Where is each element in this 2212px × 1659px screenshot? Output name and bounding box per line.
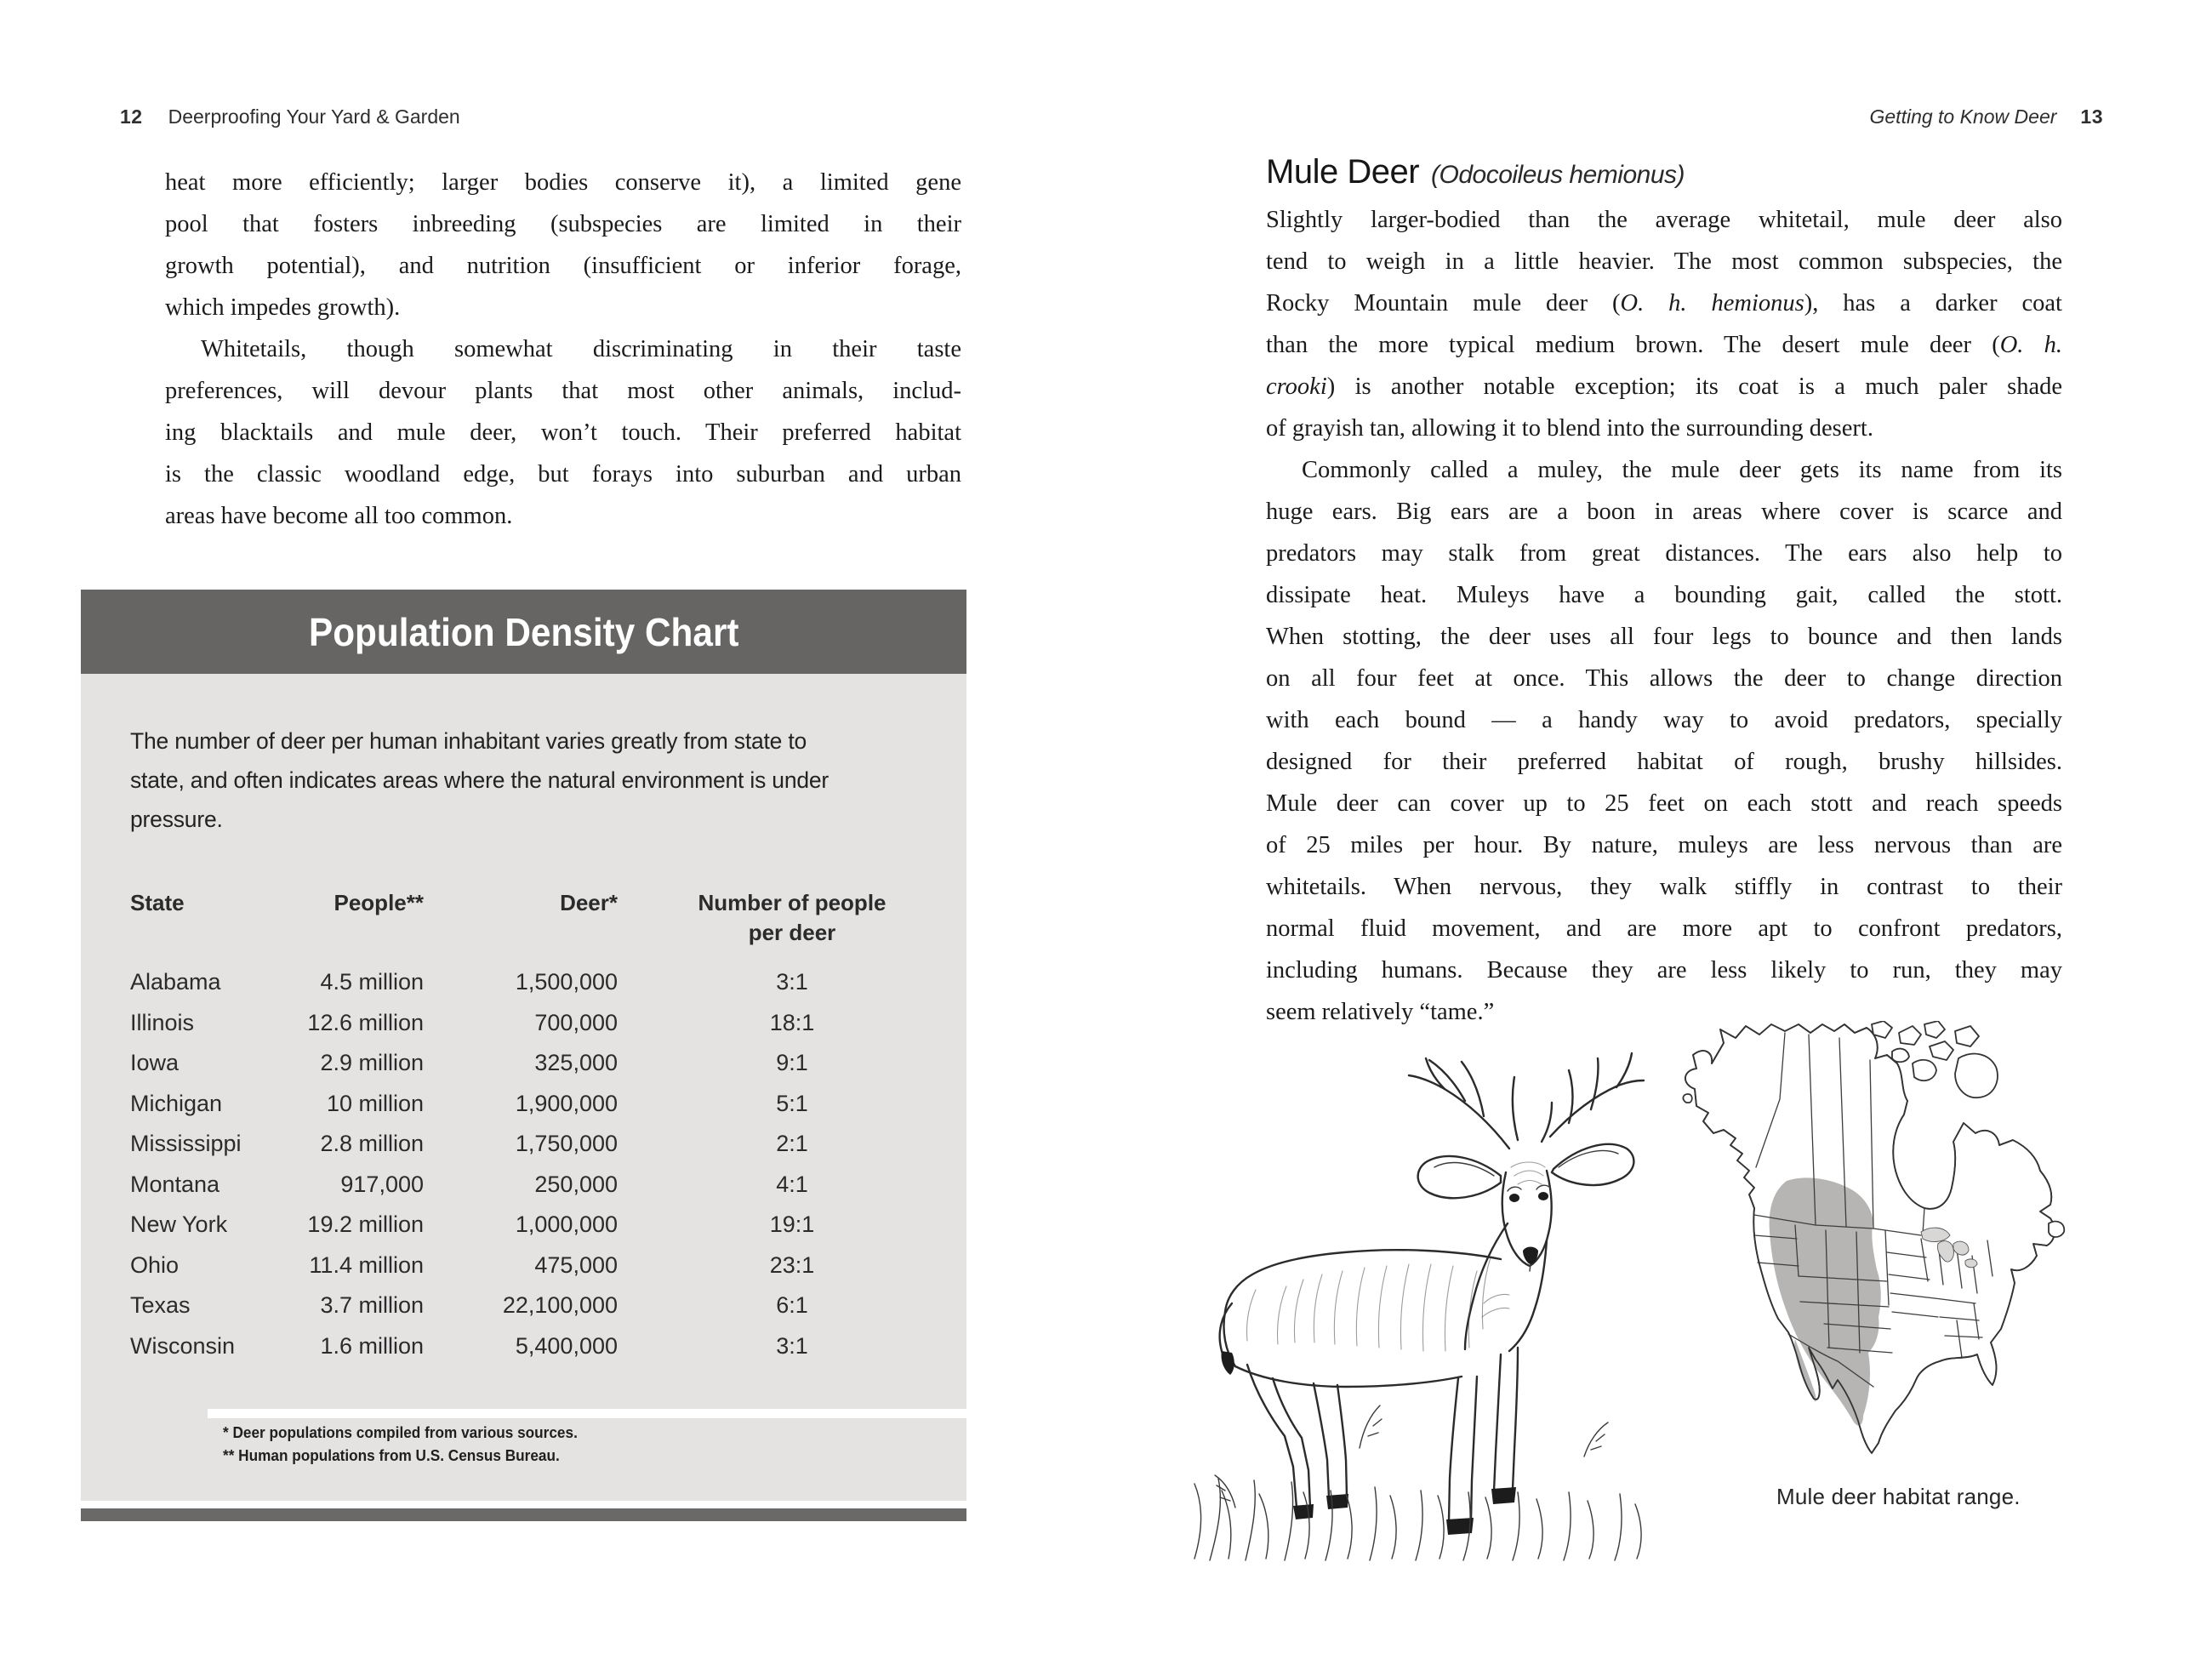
body-line: is the classic woodland edge, but forays into suburban and urban (165, 461, 961, 487)
population-density-chart (81, 590, 966, 1521)
heading-latin-name: (Odocoileus hemionus) (1431, 161, 1685, 189)
right-running-head-title: Getting to Know Deer (1869, 105, 2057, 128)
col-header-state: State (130, 890, 185, 915)
col-header-deer: Deer* (560, 890, 618, 915)
body-line: with each bound — a handy way to avoid predators, specially (1266, 707, 2062, 733)
body-line: areas have become all too common. (165, 503, 513, 529)
body-line: growth potential), and nutrition (insufficient or inferior forage, (165, 253, 961, 279)
body-line: When stotting, the deer uses all four legs to bounce and then lands (1266, 624, 2062, 650)
footnote-separator (208, 1409, 966, 1418)
body-line: Rocky Mountain mule deer (O. h. hemionus), has a darker coat (1266, 290, 2062, 316)
table-row: Mississippi 2.8 million 1,750,000 2:1 (130, 1131, 808, 1156)
body-line: pool that fosters inbreeding (subspecies are limited in their (165, 211, 961, 237)
heading-mule-deer: Mule Deer (1266, 153, 1420, 191)
body-line: heat more efficiently; larger bodies conserve it), a limited gene (165, 169, 961, 196)
footnote-deer-source: * Deer populations compiled from various sources. (223, 1423, 578, 1441)
footnote-human-source: ** Human populations from U.S. Census Bureau. (223, 1446, 560, 1464)
body-line: including humans. Because they are less likely to run, they may (1266, 957, 2062, 983)
table-row: Illinois 12.6 million 700,000 18:1 (130, 1009, 815, 1035)
left-page-number: 12 (120, 105, 143, 128)
body-line: tend to weigh in a little heavier. The most common subspecies, the (1266, 248, 2062, 275)
table-row: Michigan 10 million 1,900,000 5:1 (130, 1090, 808, 1116)
body-line: seem relatively “tame.” (1266, 999, 1495, 1025)
body-line: preferences, will devour plants that most other animals, includ- (165, 378, 961, 404)
col-header-people: People** (334, 890, 424, 915)
table-row: Ohio 11.4 million 475,000 23:1 (130, 1251, 815, 1278)
chart-title: Population Density Chart (308, 609, 739, 654)
chart-bottom-rule (81, 1508, 966, 1521)
chart-intro (130, 721, 904, 839)
table-header-row (130, 888, 966, 948)
body-line: Slightly larger-bodied than the average whitetail, mule deer also (1266, 207, 2062, 233)
habitat-range-map (1669, 1021, 2112, 1485)
body-line: Whitetails, though somewhat discriminating in their taste (201, 336, 961, 362)
body-line: which impedes growth). (165, 294, 401, 321)
right-body-text (1266, 199, 2062, 1033)
mule-deer-illustration (1184, 1048, 1650, 1571)
chart-body (81, 674, 966, 1501)
body-line: dissipate heat. Muleys have a bounding gait, called the stott. (1266, 582, 2062, 608)
body-line: normal fluid movement, and are more apt to confront predators, (1266, 915, 2062, 942)
chart-intro-line: The number of deer per human inhabitant varies greatly from state to (130, 728, 807, 754)
body-line: of 25 miles per hour. By nature, muleys are less nervous than are (1266, 832, 2062, 858)
body-line: predators may stalk from great distances. The ears also help to (1266, 540, 2062, 567)
section-heading (1266, 153, 1685, 191)
body-line: huge ears. Big ears are a boon in areas where cover is scarce and (1266, 499, 2062, 525)
left-body-text (165, 162, 961, 537)
table-row: Wisconsin 1.6 million 5,400,000 3:1 (130, 1332, 808, 1359)
body-line: on all four feet at once. This allows the deer to change direction (1266, 665, 2062, 692)
body-line: designed for their preferred habitat of rough, brushy hillsides. (1266, 749, 2062, 775)
map-caption: Mule deer habitat range. (1776, 1484, 2021, 1509)
population-table (130, 888, 966, 1366)
table-row: Texas 3.7 million 22,100,000 6:1 (130, 1292, 808, 1318)
table-body (130, 962, 966, 1366)
right-running-head (1870, 105, 2104, 128)
table-row: New York 19.2 million 1,000,000 19:1 (130, 1211, 815, 1237)
right-page-number: 13 (2080, 105, 2103, 128)
col-header-ratio: Number of people per deer (698, 890, 887, 945)
body-line: whitetails. When nervous, they walk stiffly in contrast to their (1266, 874, 2062, 900)
table-row: Iowa 2.9 million 325,000 9:1 (130, 1050, 808, 1075)
body-line: than the more typical medium brown. The desert mule deer (O. h. (1266, 332, 2062, 358)
chart-intro-line: pressure. (130, 807, 223, 832)
chart-footnotes (223, 1421, 578, 1467)
chart-title-bar (81, 590, 966, 674)
body-line: Mule deer can cover up to 25 feet on each stott and reach speeds (1266, 790, 2062, 817)
left-running-head-title: Deerproofing Your Yard & Garden (168, 105, 460, 128)
left-running-head (120, 105, 460, 128)
table-row: Montana 917,000 250,000 4:1 (130, 1171, 808, 1197)
body-line: Commonly called a muley, the mule deer gets its name from its (1302, 457, 2062, 483)
table-row: Alabama 4.5 million 1,500,000 3:1 (130, 969, 808, 995)
body-line: ing blacktails and mule deer, won’t touch. Their preferred habitat (165, 419, 961, 446)
chart-intro-line: state, and often indicates areas where the natural environment is under (130, 767, 830, 793)
body-line: of grayish tan, allowing it to blend into the surrounding desert. (1266, 415, 1873, 442)
body-line: crooki) is another notable exception; its coat is a much paler shade (1266, 373, 2062, 400)
